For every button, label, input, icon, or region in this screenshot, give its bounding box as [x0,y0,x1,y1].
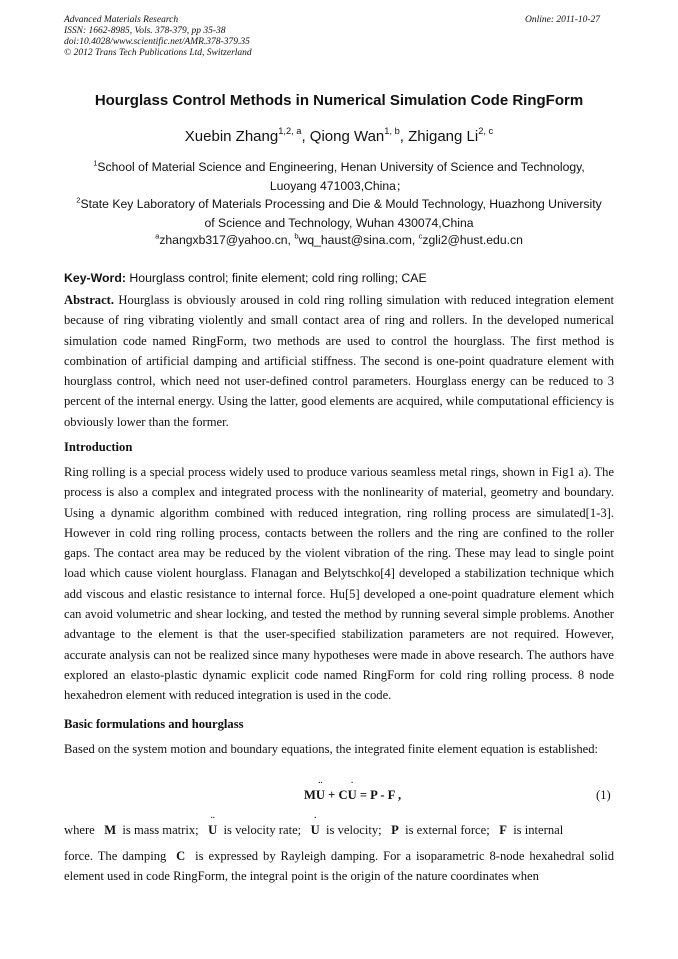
email-sup: c [418,231,423,241]
where-symbol: P [391,823,399,837]
keywords [64,271,427,285]
email-sup: a [155,231,160,241]
eq-symbol: M [304,788,316,802]
where-text: is internal [513,823,564,837]
eq-symbol: ¨ U [316,788,325,803]
abstract-label: Abstract. [64,293,115,307]
affiliation-text: State Key Laboratory of Materials Processing and Die & Mould Technology, Huazhong University [80,197,602,211]
affiliation-1 [58,158,620,196]
journal-name: Advanced Materials Research [64,15,179,25]
where-symbol: F [499,823,507,837]
intro-heading: Introduction [64,440,133,454]
issn-line: ISSN: 1662-8985, Vols. 378-379, pp 35-38 [64,26,226,36]
author-sup: 1, b [384,126,400,137]
where-text: is mass matrix; [122,823,199,837]
email-sup: b [294,231,299,241]
where-line [64,820,614,840]
author-name: Qiong Wan [309,128,385,145]
eq-symbol: = P - F , [356,788,402,802]
eq-symbol: C [338,788,348,802]
affiliation-text: School of Material Science and Engineering, Henan University of Science and Technology, [97,160,585,174]
continuation-text [64,846,614,887]
cont-text: is expressed by Rayleigh damping. For a isoparametric 8-node hexahedral solid element used in code RingForm, the integral point is the origin of the nature coordinates when [64,849,615,884]
online-date: Online: 2011-10-27 [525,15,601,25]
where-text: is velocity rate; [223,823,302,837]
where-text: is velocity; [326,823,382,837]
keywords-text: Hourglass control; finite element; cold ring rolling; CAE [129,271,427,285]
email-link[interactable]: zhangxb317@yahoo.cn, [159,233,291,247]
paper-title: Hourglass Control Methods in Numerical Simulation Code RingForm [94,92,584,109]
email-line [58,231,620,250]
affiliation-text: Luoyang 471003,China； [269,179,409,193]
keywords-label: Key-Word: [64,271,126,285]
author-sup: 1,2, a [278,126,302,137]
author-sup: 2, c [478,126,494,137]
where-symbol: ˙ U [311,820,320,840]
affiliation-num: 1 [93,158,98,168]
author-name: Xuebin Zhang [184,128,279,145]
copyright-line: © 2012 Trans Tech Publications Ltd, Switzerland [64,48,252,58]
cont-symbol: C [176,849,186,863]
equation-number: (1) [596,788,611,802]
affiliation-num: 2 [76,195,81,205]
cont-text: force. The damping [64,849,167,863]
doi-link[interactable]: doi:10.4028/www.scientific.net/AMR.378-379.35 [64,37,250,47]
author-name: Zhigang Li [408,128,479,145]
equation-1 [304,788,401,803]
where-text: is external force; [405,823,490,837]
where-text: where [64,823,95,837]
email-link[interactable]: zgli2@hust.edu.cn [422,233,523,247]
author-list: Xuebin Zhang$^{1,2, a}$, Qiong Wan$^{1, b}$, Zhigang Li$^{2, c}$ [184,126,494,145]
eq-symbol: + [325,788,339,802]
basic-heading: Basic formulations and hourglass [64,717,244,731]
affiliation-2 [52,195,626,233]
where-symbol: M [104,823,117,837]
abstract [64,290,614,432]
email-link[interactable]: wq_haust@sina.com, [298,233,416,247]
basic-text: Based on the system motion and boundary equations, the integrated finite element equation is established: [64,742,599,756]
intro-text: Ring rolling is a special process widely used to produce various seamless metal rings, shown in Fig1 a). The process is also a complex and integrated process with the nonlinearity of material, geometry and boundary. Using a dynamic algorithm combined with reduced integration, ring rolling process are simulated[1-3]. However in cold ring rolling process, contacts between the rollers and the ring are confined to the roller gaps. The contact area may be reduced by the violent vibration of the ring. These may lead to single point load which cause violent hourglass. Flanagan and Belytschko[4] developed a stabilization technique which add viscous and elastic resistance to internal force. Hu[5] developed a one-point quadrature element which can avoid volumetric and shear locking, and tested the method by running several simple problems. Another advantage to the element is that the user-specified stabilization parameters are not required. However, accurate analysis can not be realized since many hypotheses were made in above research. The authors have explored an elasto-plastic dynamic explicit code named RingForm for cold ring rolling process. 8 node hexahedron element with reduced integration is used in the code. [64,465,614,703]
eq-symbol: ˙ U [348,788,357,803]
where-symbol: ¨ U [208,820,217,840]
abstract-text: Hourglass is obviously aroused in cold ring rolling simulation with reduced integration element because of ring vibrating violently and small contact area of ring and rollers. In the developed numerical simulation code named RingForm, two methods are used to control the hourglass. The first method is combination of artificial damping and artificial stiffness. The second is one-point quadrature element with hourglass control, which need not user-defined control parameters. Hourglass energy can be reduced to 3 percent of the internal energy. Using the latter, good elements are acquired, while computational efficiency is obviously lower than the former. [64,293,615,429]
affiliation-text: of Science and Technology, Wuhan 430074,China [204,216,474,230]
